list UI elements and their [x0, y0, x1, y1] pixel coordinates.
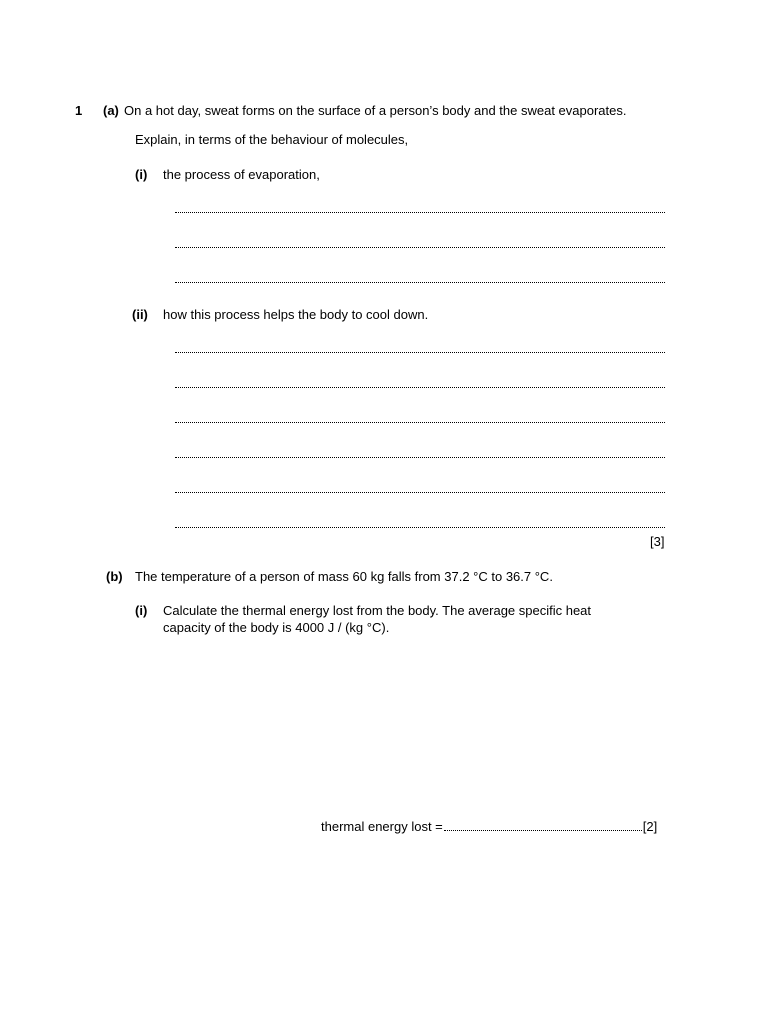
answer-line[interactable]	[175, 457, 665, 458]
answer-line[interactable]	[175, 492, 665, 493]
part-a-marks: [3]	[650, 534, 665, 549]
part-b-sub-i-text-line2: capacity of the body is 4000 J / (kg °C).	[163, 620, 390, 635]
part-a-sub-i-label: (i)	[135, 167, 148, 182]
part-a-sub-ii-text: how this process helps the body to cool down.	[163, 307, 429, 322]
part-a-label: (a)	[103, 103, 119, 118]
part-b-label: (b)	[106, 569, 123, 584]
part-a-sub-i-text: the process of evaporation,	[163, 167, 320, 182]
answer-line[interactable]	[175, 352, 665, 353]
question-number: 1	[75, 103, 83, 118]
answer-line[interactable]	[175, 212, 665, 213]
answer-line[interactable]	[175, 422, 665, 423]
answer-line[interactable]	[175, 247, 665, 248]
answer-line[interactable]	[175, 387, 665, 388]
part-a-sub-ii-label: (ii)	[132, 307, 148, 322]
thermal-energy-answer-line[interactable]	[444, 830, 642, 831]
part-b-sub-i-text-line1: Calculate the thermal energy lost from the body. The average specific heat	[163, 603, 592, 618]
answer-line[interactable]	[175, 282, 665, 283]
thermal-energy-answer-row	[321, 819, 657, 835]
answer-line[interactable]	[175, 527, 665, 528]
part-b-marks: [2]	[642, 819, 658, 834]
thermal-energy-label: thermal energy lost =	[321, 819, 443, 834]
part-a-stem: On a hot day, sweat forms on the surface of a person’s body and the sweat evaporates.	[124, 103, 627, 118]
part-b-sub-i-label: (i)	[135, 603, 148, 618]
part-b-stem: The temperature of a person of mass 60 kg falls from 37.2 °C to 36.7 °C.	[135, 569, 553, 584]
part-a-instruction: Explain, in terms of the behaviour of molecules,	[135, 132, 409, 147]
